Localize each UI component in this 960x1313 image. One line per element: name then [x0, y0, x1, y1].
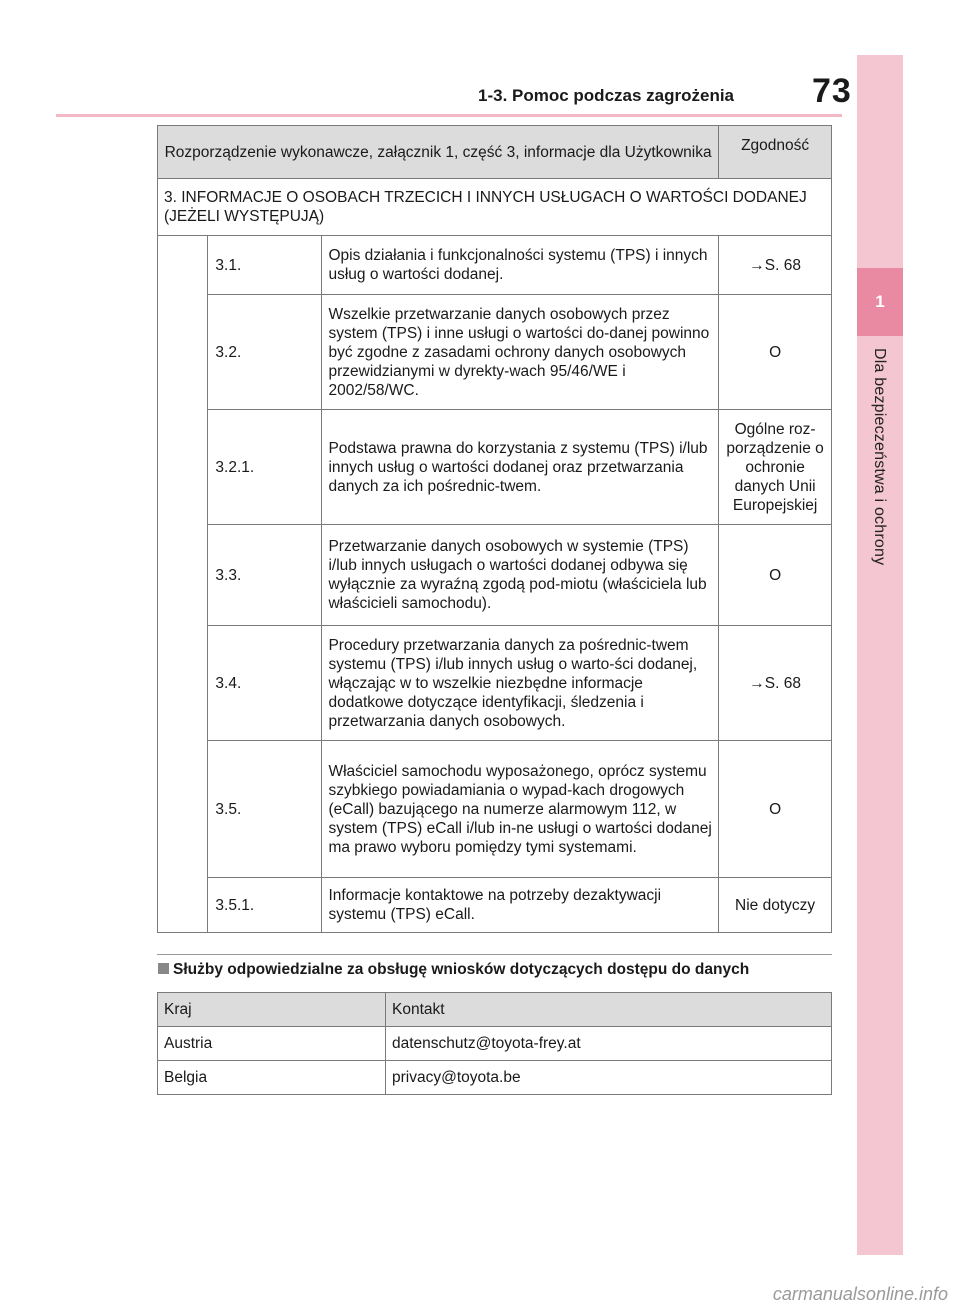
column-header-compliance: Zgodność	[719, 126, 832, 179]
section-row	[158, 179, 832, 236]
contact-email-cell: privacy@toyota.be	[386, 1061, 832, 1095]
column-header-regulation: Rozporządzenie wykonawcze, załącznik 1, część 3, informacje dla Użytkownika	[158, 126, 719, 179]
row-compliance: O	[719, 741, 832, 878]
header-divider	[56, 114, 842, 117]
table-header-row	[158, 126, 832, 179]
square-bullet-icon	[158, 963, 169, 974]
chapter-number: 1	[857, 268, 903, 336]
row-number: 3.5.	[208, 741, 322, 878]
row-number: 3.2.	[208, 295, 322, 410]
table-row	[158, 410, 832, 525]
table-row	[158, 1061, 832, 1095]
table-row	[158, 1027, 832, 1061]
country-cell: Belgia	[158, 1061, 386, 1095]
row-description: Właściciel samochodu wyposażonego, oprócz systemu szybkiego powiadamiania o wypad-kach drogowych (eCall) bazującego na numerze alarmowym 112, w system (TPS) eCall i/lub in-ne usługi o wartości dodanej ma prawo wyboru pomiędzy tymi systemami.	[322, 741, 719, 878]
row-compliance: Nie dotyczy	[719, 878, 832, 933]
table-row	[158, 295, 832, 410]
row-number: 3.4.	[208, 626, 322, 741]
indent-cell	[158, 236, 208, 933]
watermark: carmanualsonline.info	[772, 1284, 948, 1304]
contact-email-cell: datenschutz@toyota-frey.at	[386, 1027, 832, 1061]
contacts-heading-text: Służby odpowiedzialne za obsługę wniosków dotyczących dostępu do danych	[173, 961, 750, 978]
section-title: 1-3. Pomoc podczas zagrożenia	[478, 86, 735, 105]
row-number: 3.1.	[208, 236, 322, 295]
table-row	[158, 878, 832, 933]
row-description: Opis działania i funkcjonalności systemu (TPS) i innych usług o wartości dodanej.	[322, 236, 719, 295]
row-compliance: →S. 68	[719, 236, 832, 295]
contacts-table	[157, 992, 832, 1095]
row-number: 3.2.1.	[208, 410, 322, 525]
row-description: Informacje kontaktowe na potrzeby dezaktywacji systemu (TPS) eCall.	[322, 878, 719, 933]
row-description: Procedury przetwarzania danych za pośrednic-twem systemu (TPS) i/lub innych usług o warto-ści dodanej, włączając w to wszelkie niezbędne informacje dodatkowe dotyczące identyfikacji, śledzenia i przetwarzania danych osobowych.	[322, 626, 719, 741]
chapter-title: Dla bezpieczeństwa i ochrony	[871, 348, 888, 566]
table-row	[158, 236, 832, 295]
row-compliance: O	[719, 295, 832, 410]
contacts-heading	[158, 961, 749, 979]
section-title-cell: 3. INFORMACJE O OSOBACH TRZECICH I INNYCH USŁUGACH O WARTOŚCI DODANEJ (JEŻELI WYSTĘPUJĄ)	[158, 179, 832, 236]
column-header-contact: Kontakt	[386, 993, 832, 1027]
row-description: Wszelkie przetwarzanie danych osobowych przez system (TPS) i inne usługi o wartości do-danej powinno być zgodne z zasadami ochrony danych osobowych przewidzianymi w dyrekty-wach 95/46/WE i 2002/58/WC.	[322, 295, 719, 410]
country-cell: Austria	[158, 1027, 386, 1061]
page-number: 73	[812, 72, 852, 110]
table-row	[158, 626, 832, 741]
row-description: Przetwarzanie danych osobowych w systemie (TPS) i/lub innych usługach o wartości dodanej odbywa się wyłącznie za wyraźną zgodą pod-miotu (właściciela lub właścicieli samochodu).	[322, 525, 719, 626]
row-compliance: O	[719, 525, 832, 626]
row-compliance: Ogólne roz-porządzenie o ochronie danych Unii Europejskiej	[719, 410, 832, 525]
table-row	[158, 741, 832, 878]
contacts-header-row	[158, 993, 832, 1027]
column-header-country: Kraj	[158, 993, 386, 1027]
regulation-table	[157, 125, 832, 933]
table-row	[158, 525, 832, 626]
row-number: 3.5.1.	[208, 878, 322, 933]
row-number: 3.3.	[208, 525, 322, 626]
chapter-side-tab	[857, 55, 903, 1255]
row-description: Podstawa prawna do korzystania z systemu (TPS) i/lub innych usług o wartości dodanej oraz przetwarzania danych za ich pośrednic-twem.	[322, 410, 719, 525]
row-compliance: →S. 68	[719, 626, 832, 741]
section-divider	[157, 954, 832, 955]
